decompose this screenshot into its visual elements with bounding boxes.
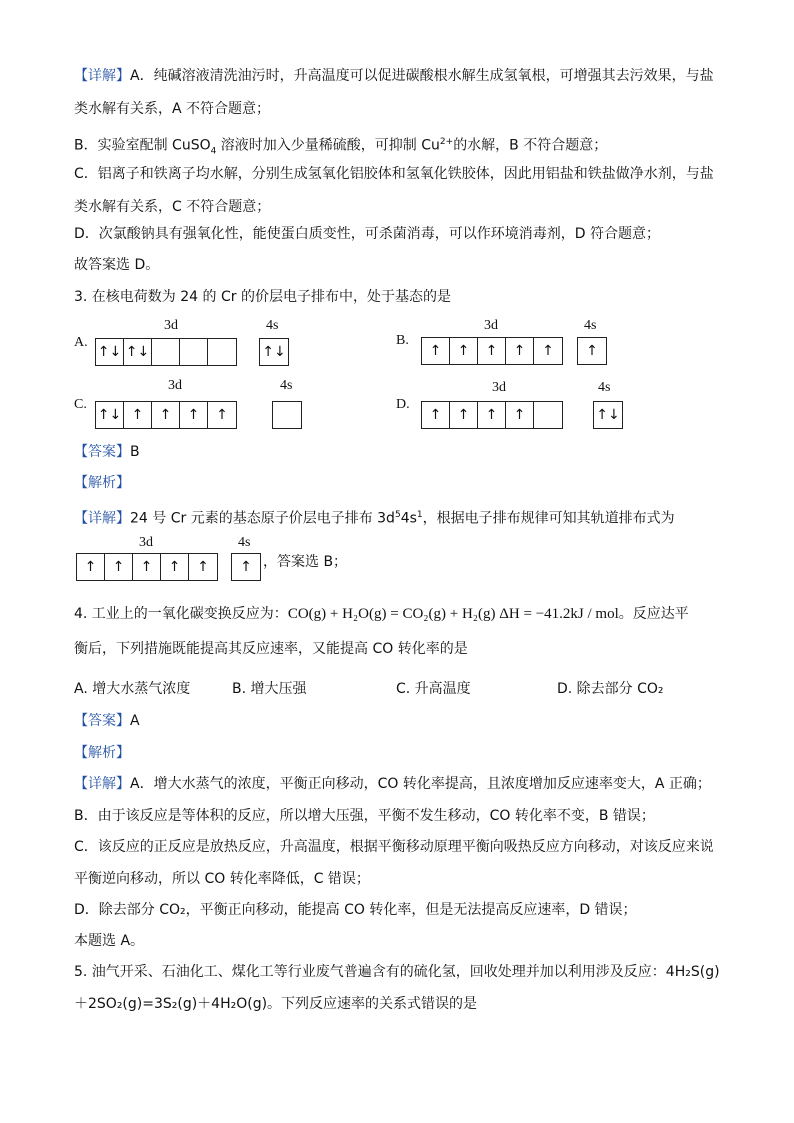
orbital-box: ↑	[124, 402, 152, 428]
orbital-box	[208, 339, 236, 365]
detail-line-3	[74, 133, 607, 160]
detail-tag: 【详解】	[74, 776, 130, 792]
q4-option-b: B. 增大压强	[232, 681, 307, 697]
orbital-box: ↑	[197, 559, 209, 575]
text: B．实验室配制 CuSO	[74, 137, 211, 154]
q4-detail-line-5: D．除去部分 CO₂，平衡正向移动，能提高 CO 转化率，但是无法提高反应速率，D 错误；	[74, 902, 637, 918]
orbital-box: ↑	[478, 402, 506, 428]
q4-answer-line	[74, 712, 140, 730]
q4-analysis-tag: 【解析】	[74, 745, 130, 761]
orbital-box: ↑	[506, 402, 534, 428]
text: 4s	[400, 510, 417, 527]
q4-detail-line-6: 本题选 A。	[74, 933, 145, 949]
answer-value: A	[130, 713, 140, 729]
q4-detail-line-3: C．该反应的正反应是放热反应，升高温度，根据平衡移动原理平衡向吸热反应方向移动，对该反应来说	[74, 839, 714, 855]
orbital-box: ↑	[450, 402, 478, 428]
q3-option-d-4s-orbital	[593, 401, 623, 429]
q3-diagram-3d-label: 3d	[139, 535, 153, 550]
q3-option-a-tag: A.	[74, 335, 88, 350]
q4-option-c: C. 升高温度	[396, 681, 471, 697]
orbital-box: ↑↓	[96, 402, 124, 428]
orbital-box: ↑	[542, 343, 554, 359]
q4-option-a: A. 增大水蒸气浓度	[74, 681, 191, 697]
q3-diagram-4s-label: 4s	[238, 535, 251, 550]
q3-option-b-tag: B.	[396, 333, 409, 348]
q4-option-d: D. 除去部分 CO₂	[557, 681, 664, 697]
detail-text: A．纯碱溶液清洗油污时，升高温度可以促进碳酸根水解生成氢氧根，可增强其去污效果，与盐	[130, 68, 714, 84]
detail-tag: 【详解】	[74, 510, 130, 527]
text: 24 号 Cr 元素的基态原子价层电子排布 3d	[130, 510, 395, 527]
orbital-box: ↑	[216, 407, 228, 423]
q3-option-b-3d-orbitals	[421, 337, 563, 365]
q3-stem: 3. 在核电荷数为 24 的 Cr 的价层电子排布中，处于基态的是	[74, 289, 451, 305]
orbital-box	[534, 402, 562, 428]
q4-stem-line-2: 衡后，下列措施既能提高其反应速率，又能提高 CO 转化率的是	[74, 641, 468, 657]
q3-diagram-4s-orbital	[231, 553, 261, 581]
orbital-box: ↑	[180, 402, 208, 428]
orbital-box	[273, 402, 301, 428]
text: 。反应达平	[618, 606, 689, 622]
detail-tag: 【详解】	[74, 68, 130, 84]
q3-option-b-3d-label: 3d	[484, 318, 498, 333]
q3-detail-line	[74, 506, 675, 528]
q4-detail-line-1	[74, 775, 711, 793]
orbital-box: ↑↓	[262, 344, 286, 360]
detail-line-7: 故答案选 D。	[74, 257, 160, 273]
orbital-box: ↑	[506, 338, 534, 364]
detail-line-6: D．次氯酸钠具有强氧化性，能使蛋白质变性，可杀菌消毒，可以作环境消毒剂，D 符合题意；	[74, 226, 661, 242]
orbital-box: ↑	[586, 343, 598, 359]
orbital-box	[152, 339, 180, 365]
q4-detail-line-2: B．由于该反应是等体积的反应，所以增大压强，平衡不发生移动，CO 转化率不变，B 错误；	[74, 808, 655, 824]
q3-option-d-tag: D.	[396, 397, 410, 412]
q3-option-c-3d-orbitals	[95, 401, 237, 429]
orbital-box: ↑	[422, 402, 450, 428]
orbital-box: ↑↓	[596, 407, 620, 423]
answer-tag: 【答案】	[74, 444, 130, 460]
orbital-box: ↑	[478, 338, 506, 364]
q3-diagram-answer-text: ，答案选 B；	[263, 554, 348, 570]
text: 4. 工业上的一氧化碳变换反应为：	[74, 606, 288, 622]
q3-option-c-4s-label: 4s	[280, 378, 293, 393]
detail-line-2: 类水解有关系，A 不符合题意；	[74, 101, 271, 117]
orbital-box: ↑	[152, 402, 180, 428]
orbital-box: ↑↓	[124, 339, 152, 365]
q4-detail-line-4: 平衡逆向移动，所以 CO 转化率降低，C 错误；	[74, 871, 370, 887]
q3-option-a-3d-orbitals	[95, 338, 237, 366]
q3-option-a-4s-orbital	[259, 338, 289, 366]
q3-option-b-4s-orbital	[577, 337, 607, 365]
orbital-box: ↑	[77, 554, 105, 580]
orbital-box: ↑	[450, 338, 478, 364]
q5-stem-line-1: 5. 油气开采、石油化工、煤化工等行业废气普遍含有的硫化氢，回收处理并加以利用涉及反应：4H₂S(g)	[74, 964, 720, 980]
orbital-box: ↑	[105, 554, 133, 580]
q3-option-c-4s-orbital	[272, 401, 302, 429]
q3-option-c-tag: C.	[74, 397, 87, 412]
answer-tag: 【答案】	[74, 713, 130, 729]
q3-option-a-4s-label: 4s	[266, 318, 279, 333]
reaction-equation: CO(g) + H₂O(g) = CO₂(g) + H₂(g) ΔH = −41.2kJ / mol	[287, 606, 619, 622]
q4-stem-line-1	[74, 605, 689, 623]
q3-option-d-3d-orbitals	[421, 401, 563, 429]
text: ，根据电子排布规律可知其轨道排布式为	[422, 510, 675, 527]
orbital-box: ↑	[422, 338, 450, 364]
superscript: 5	[394, 510, 401, 520]
q5-stem-line-2: ＋2SO₂(g)=3S₂(g)＋4H₂O(g)。下列反应速率的关系式错误的是	[74, 996, 478, 1012]
superscript: 1	[416, 510, 423, 520]
subscript: 4	[210, 146, 217, 157]
text: 溶液时加入少量稀硫酸，可抑制 Cu	[216, 137, 440, 154]
detail-line-5: 类水解有关系，C 不符合题意；	[74, 199, 271, 215]
detail-line-1	[74, 67, 714, 85]
q3-analysis-tag: 【解析】	[74, 475, 130, 491]
orbital-box: ↑	[240, 559, 252, 575]
q3-diagram-3d-orbitals	[76, 553, 218, 581]
text: A．增大水蒸气的浓度，平衡正向移动，CO 转化率提高，且浓度增加反应速率变大，A 正确；	[130, 776, 711, 792]
answer-value: B	[130, 444, 140, 460]
q3-option-a-3d-label: 3d	[164, 318, 178, 333]
text: 的水解，B 不符合题意；	[453, 137, 608, 154]
orbital-box: ↑↓	[96, 339, 124, 365]
detail-line-4: C．铝离子和铁离子均水解，分别生成氢氧化铝胶体和氢氧化铁胶体，因此用铝盐和铁盐做净水剂，与盐	[74, 166, 714, 182]
orbital-box: ↑	[133, 554, 161, 580]
q3-answer-line	[74, 443, 140, 461]
q3-option-b-4s-label: 4s	[584, 318, 597, 333]
q3-option-c-3d-label: 3d	[168, 378, 182, 393]
superscript: 2+	[439, 137, 454, 147]
orbital-box	[180, 339, 208, 365]
q3-option-d-3d-label: 3d	[492, 380, 506, 395]
q3-option-d-4s-label: 4s	[598, 380, 611, 395]
orbital-box: ↑	[161, 554, 189, 580]
